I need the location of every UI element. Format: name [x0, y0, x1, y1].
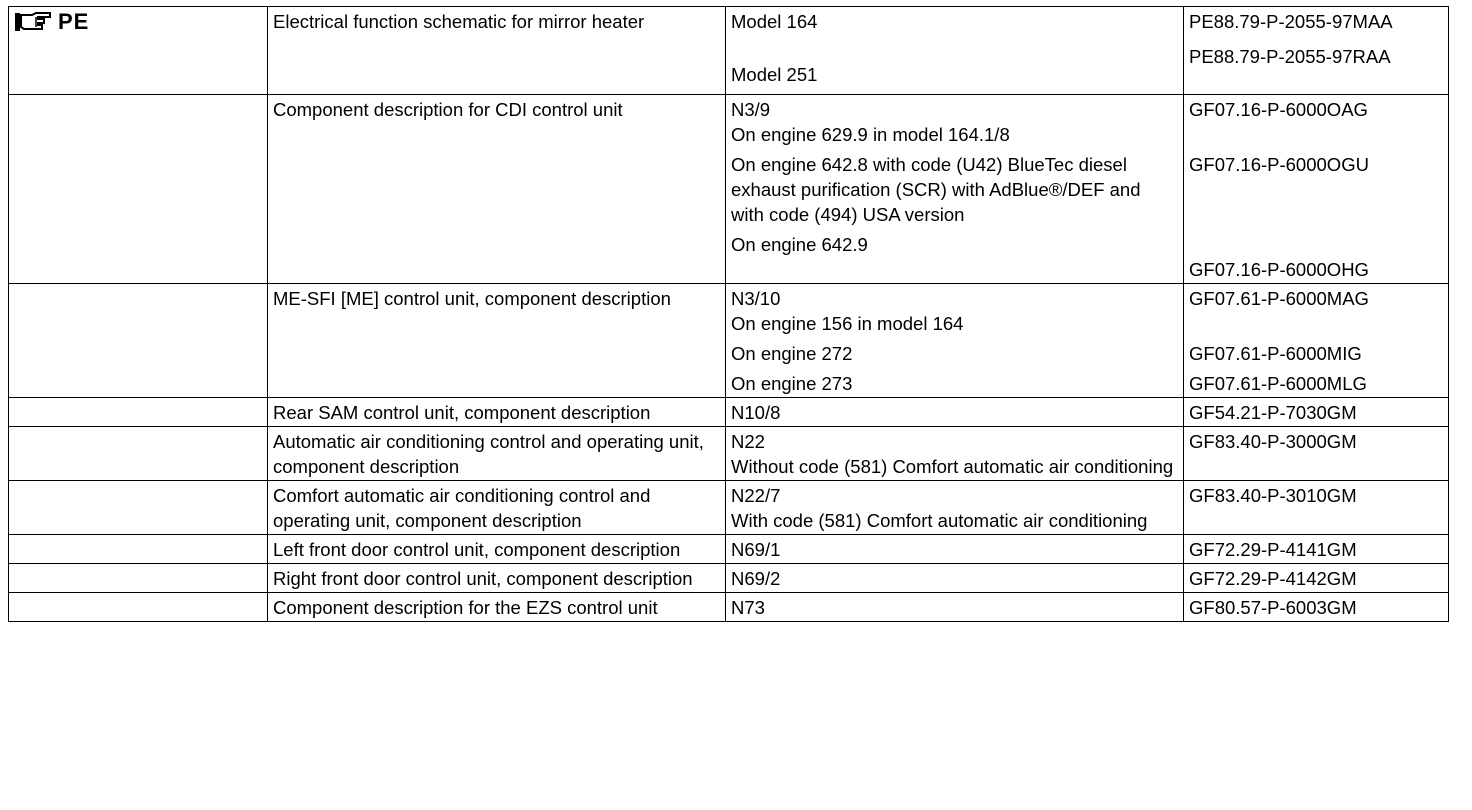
designation-text: On engine 273: [731, 373, 853, 394]
designation-cell: [726, 564, 1184, 593]
row-description: Rear SAM control unit, component description: [273, 402, 651, 423]
document-cell: [1184, 398, 1449, 427]
row-description: Component description for CDI control unit: [273, 99, 623, 120]
document-number: GF07.61-P-6000MIG: [1189, 343, 1362, 364]
description-cell: [268, 535, 726, 564]
description-cell: [268, 398, 726, 427]
document-number: GF72.29-P-4142GM: [1189, 568, 1357, 589]
row-description: Left front door control unit, component description: [273, 539, 681, 560]
component-code: N3/10: [731, 288, 781, 309]
description-cell: [268, 593, 726, 622]
table-row: [9, 284, 1449, 398]
document-number: GF83.40-P-3000GM: [1189, 431, 1357, 452]
document-number: PE88.79-P-2055-97MAA: [1189, 11, 1393, 32]
table-row: [9, 481, 1449, 535]
designation-cell: [726, 593, 1184, 622]
document-cell: [1184, 564, 1449, 593]
designation-text: Model 164: [731, 11, 818, 32]
designation-text: On engine 156 in model 164: [731, 313, 964, 334]
document-cell: [1184, 427, 1449, 481]
document-number: GF07.16-P-6000OAG: [1189, 99, 1368, 120]
pe-marker: [14, 9, 262, 35]
marker-label: PE: [58, 9, 90, 34]
document-number: GF54.21-P-7030GM: [1189, 402, 1357, 423]
component-code: N3/9: [731, 99, 771, 120]
document-cell: [1184, 284, 1449, 398]
component-code: N69/2: [731, 568, 781, 589]
designation-text: On engine 642.9: [731, 234, 868, 255]
row-description: ME-SFI [ME] control unit, component description: [273, 288, 671, 309]
reference-table: [8, 6, 1449, 622]
row-description: Automatic air conditioning control and operating unit, component description: [273, 431, 704, 477]
designation-cell: [726, 284, 1184, 398]
designation-cell: [726, 535, 1184, 564]
component-code: N73: [731, 597, 765, 618]
row-description: Comfort automatic air conditioning control and operating unit, component description: [273, 485, 651, 531]
document-number: GF07.61-P-6000MAG: [1189, 288, 1369, 309]
designation-text: On engine 642.8 with code (U42) BlueTec diesel exhaust purification (SCR) with AdBlue®/DEF and with code (494) USA version: [731, 154, 1141, 225]
description-cell: [268, 284, 726, 398]
description-cell: [268, 7, 726, 95]
designation-text: Model 251: [731, 64, 818, 85]
document-cell: [1184, 593, 1449, 622]
document-number: PE88.79-P-2055-97RAA: [1189, 46, 1391, 67]
document-number: GF07.16-P-6000OHG: [1189, 259, 1369, 280]
document-number: GF07.61-P-6000MLG: [1189, 373, 1367, 394]
document-number: GF07.16-P-6000OGU: [1189, 154, 1369, 175]
description-cell: [268, 564, 726, 593]
document-cell: [1184, 7, 1449, 95]
document-number: GF80.57-P-6003GM: [1189, 597, 1357, 618]
table-row: [9, 398, 1449, 427]
document-number: GF83.40-P-3010GM: [1189, 485, 1357, 506]
marker-cell: [9, 7, 268, 95]
component-code: N10/8: [731, 402, 781, 423]
document-cell: [1184, 535, 1449, 564]
designation-note: Without code (581) Comfort automatic air conditioning: [731, 456, 1174, 477]
designation-cell: [726, 398, 1184, 427]
designation-text: On engine 629.9 in model 164.1/8: [731, 124, 1010, 145]
document-cell: [1184, 95, 1449, 284]
designation-cell: [726, 481, 1184, 535]
designation-cell: [726, 7, 1184, 95]
designation-text: On engine 272: [731, 343, 853, 364]
pointing-hand-icon: [14, 11, 54, 33]
designation-cell: [726, 95, 1184, 284]
table-row: [9, 427, 1449, 481]
row-description: Component description for the EZS control unit: [273, 597, 658, 618]
table-row: [9, 593, 1449, 622]
designation-note: With code (581) Comfort automatic air conditioning: [731, 510, 1148, 531]
component-code: N69/1: [731, 539, 781, 560]
component-code: N22/7: [731, 485, 781, 506]
table-row: [9, 7, 1449, 95]
document-number: GF72.29-P-4141GM: [1189, 539, 1357, 560]
designation-cell: [726, 427, 1184, 481]
description-cell: [268, 427, 726, 481]
table-row: [9, 535, 1449, 564]
table-row: [9, 95, 1449, 284]
component-code: N22: [731, 431, 765, 452]
row-description: Electrical function schematic for mirror heater: [273, 11, 645, 32]
description-cell: [268, 95, 726, 284]
row-description: Right front door control unit, component description: [273, 568, 693, 589]
document-cell: [1184, 481, 1449, 535]
table-row: [9, 564, 1449, 593]
description-cell: [268, 481, 726, 535]
